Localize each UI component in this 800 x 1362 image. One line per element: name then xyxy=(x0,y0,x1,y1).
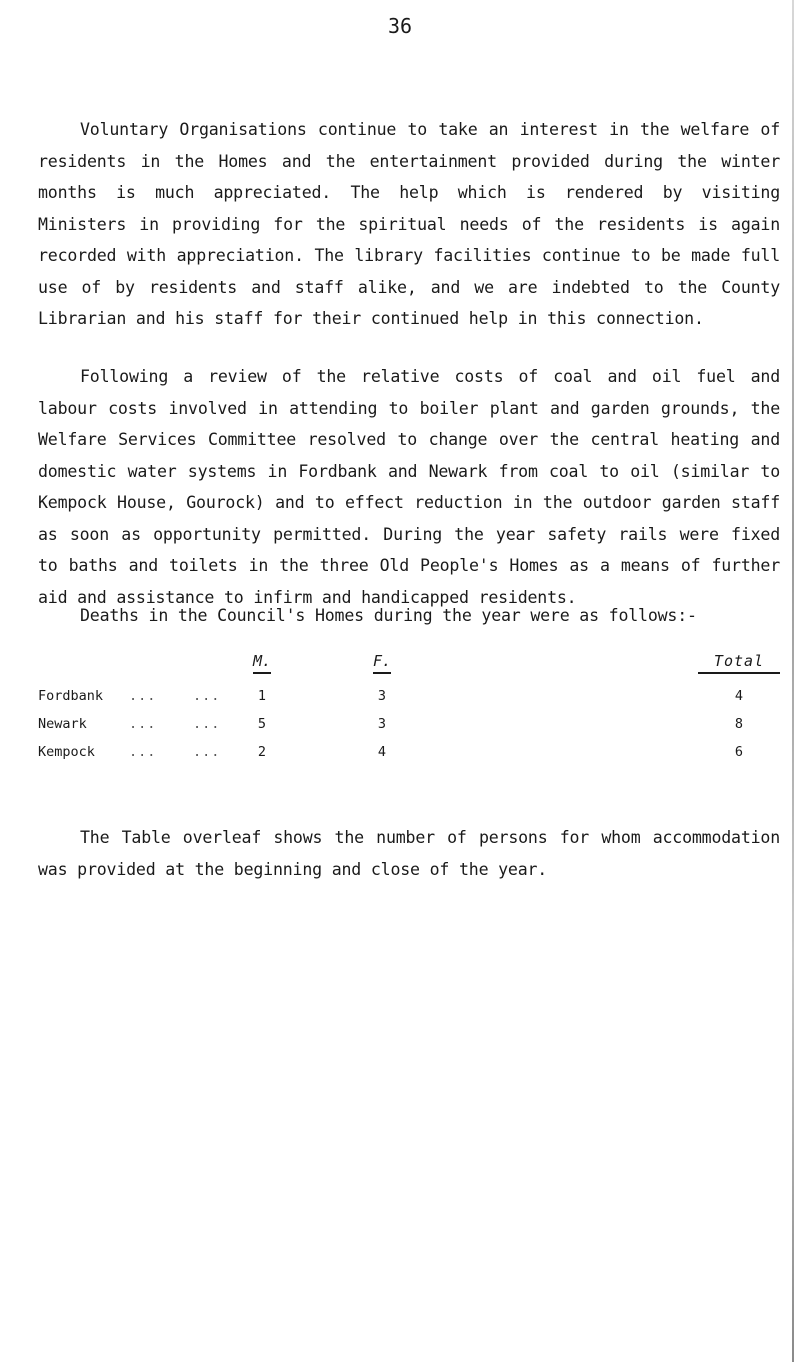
dot-leader: ... xyxy=(129,688,157,704)
deaths-intro: Deaths in the Council's Homes during the year were as follows:- xyxy=(80,606,697,625)
dot-leader: ... xyxy=(193,688,221,704)
header-female: F. xyxy=(370,652,394,674)
paragraph-text: Following a review of the relative costs of coal and oil fuel and labour costs involved in attending to boiler plant and garden grounds, the Welfare Services Committee resolved to change over the central heating and domestic water systems in Fordbank and Newark from coal to oil (similar to Kempock House, Gourock) and to effect reduction in the outdoor garden staff as soon as opportunity permitted. During the year safety rails were fixed to baths and toilets in the three Old People's Homes as a means of further aid and assistance to infirm and handicapped residents. xyxy=(38,367,780,607)
home-name: Kempock xyxy=(38,744,95,760)
paragraph-table-overleaf xyxy=(38,822,780,885)
table-row xyxy=(38,744,780,772)
female-count: 3 xyxy=(377,688,387,704)
paragraph-text: The Table overleaf shows the number of persons for whom accommodation was provided at the beginning and close of the year. xyxy=(38,828,780,879)
dot-leader: ... xyxy=(129,744,157,760)
page-number: 36 xyxy=(387,14,413,38)
page-edge-shadow xyxy=(792,0,794,1362)
paragraph-text: Voluntary Organisations continue to take an interest in the welfare of residents in the Homes and the entertainment provided during the winter months is much appreciated. The help which is rendered by visiting Ministers in providing for the spiritual needs of the residents is again recorded with appreciation. The library facilities continue to be made full use of by residents and staff alike, and we are indebted to the County Librarian and his staff for their continued help in this connection. xyxy=(38,120,780,328)
female-count: 4 xyxy=(377,744,387,760)
male-count: 5 xyxy=(257,716,267,732)
home-name: Fordbank xyxy=(38,688,104,704)
total-count: 8 xyxy=(734,716,744,732)
paragraph-fuel-review xyxy=(38,361,780,613)
deaths-table-header xyxy=(38,652,780,688)
table-row xyxy=(38,716,780,744)
paragraph-voluntary-organisations xyxy=(38,114,780,335)
dot-leader: ... xyxy=(193,744,221,760)
dot-leader: ... xyxy=(129,716,157,732)
header-total: Total xyxy=(698,652,780,674)
total-count: 4 xyxy=(734,688,744,704)
total-count: 6 xyxy=(734,744,744,760)
male-count: 1 xyxy=(257,688,267,704)
female-count: 3 xyxy=(377,716,387,732)
deaths-table xyxy=(38,652,780,772)
header-male: M. xyxy=(250,652,274,674)
table-row xyxy=(38,688,780,716)
home-name: Newark xyxy=(38,716,87,732)
male-count: 2 xyxy=(257,744,267,760)
dot-leader: ... xyxy=(193,716,221,732)
